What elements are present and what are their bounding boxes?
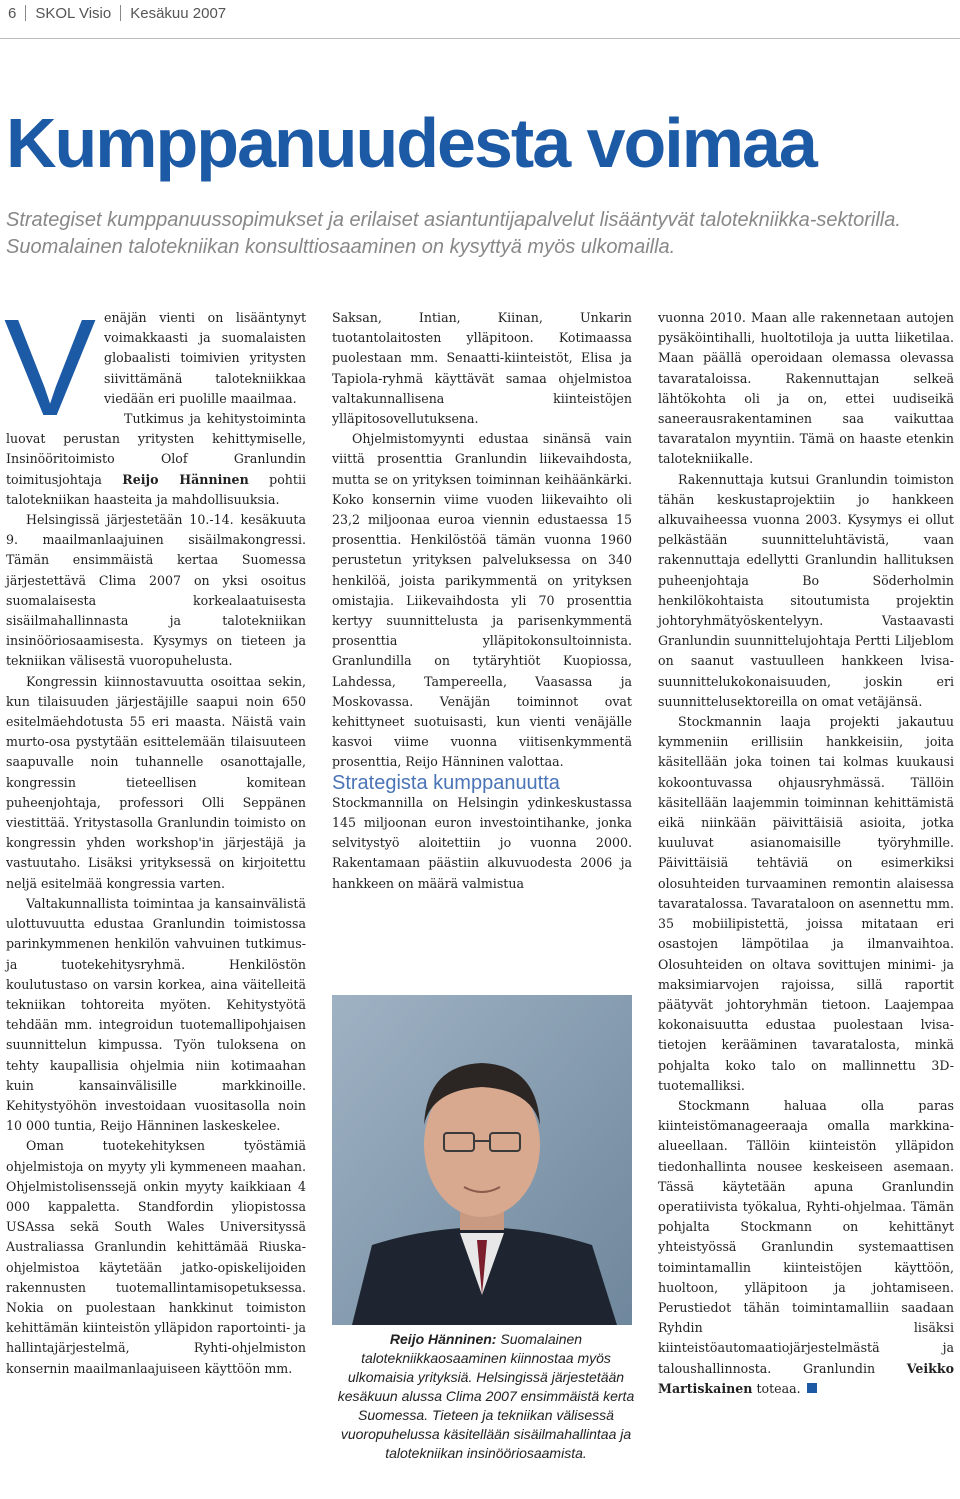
end-mark-icon <box>807 1383 817 1393</box>
portrait-illustration <box>332 995 632 1325</box>
paragraph: Kongressin kiinnostavuutta osoittaa sekin, kun tilaisuuden järjestäjille saapui noin 650 esitelmäehdotusta 55 eri maasta. Näistä vain murto-osa pystytään esittelemään tilaisuuteen saapuvalle noin tuhannelle osanottajalle, kongressin tieteellisen komitean puheenjohtaja, professori Olli Seppänen viestittää. Yritystasolla Granlundin toimisto on kongressin yhden workshop'in järjestäjä ja vastuutaho. Lisäksi yrityksessä on kirjoitettu neljä esitelmää kongressia varten. <box>6 673 306 891</box>
paragraph: Saksan, Intian, Kiinan, Unkarin tuotantolaitosten ylläpitoon. Kotimaassa puolestaan mm. Senaatti-kiinteistöt, Elisa ja Tapiola-ryhmä käyttävät samaa ohjelmistoa valtakunnallisena kiinteistöjen ylläpitosovellutuksena. <box>332 310 632 427</box>
paragraph: Rakennuttaja kutsui Granlundin toimiston tähän keskustaprojektiin jo hankkeen alkuvaiheessa vuonna 2003. Kysymys ei ollut pelkästään suunnitteluhtävistä, vaan rakennuttaja edellytti Granlundin hallituksen puheenjohtaja Bo Söderholmin henkilökohtaista sitoutumista projektin johtoryhmätyöskentelyyn. Vastaavasti Granlundin suunnittelujohtaja Pertti Liljeblom on saanut vastuulleen hankkeen lvisa-suunnittelukokonaisuuden, joskin eri suunnittelusektoreilla on omat vetäjänsä. <box>658 471 954 709</box>
article-lede: Strategiset kumppanuussopimukset ja erilaiset asiantuntijapalvelut lisääntyvät talotekniikka-sektorilla. Suomalainen talotekniikan konsulttiosaaminen on kysyttyä myös ulkomailla. <box>6 209 901 258</box>
drop-cap: V <box>4 291 97 445</box>
subheading: Strategista kumppanuutta <box>332 771 560 794</box>
paragraph: Valtakunnallista toimintaa ja kansainvälistä ulottuvuutta edustaa Granlundin toimistossa parinkymmenen henkilön vahvuinen tutkimus- ja tuotekehitysryhmä. Henkilöstön koulutustaso on varsin korkea, aina väitelleitä tekniikan tohtoreita myöten. Kehitystyötä tehdään mm. integroidun tuotemallipohjaisen suunnittelun kimpussa. Työn tuloksena on tehty kaupallisia ohjelmia niin kotimaahan kuin kansainvälisille markkinoille. Kehitystyöhön investoidaan vuositasolla noin 10 000 tuntia, Reijo Hänninen laskeskelee. <box>6 895 306 1134</box>
paragraph: Stockmannin laaja projekti jakautuu kymmeniin erillisiin hankkeisiin, joita käsitellään joka toinen tai kolmas kuukausi kokoontuvassa ohjausryhmässä. Tällöin käsitellään laajemmin toiminnan kehittämistä eikä niinkään päivittäisiä asioita, jotka kuuluvat asianomaisille työryhmille. Päivittäisiä tehtäviä on esimerkiksi olosuhteiden turvaaminen remontin alaisessa tavaratalossa. Tavarataloon on asennettu mm. 35 mobiilipistettä, joissa mitataan eri osastojen lämpötilaa ja ilmanvaihtoa. Olosuhteiden on oltava sovittujen minimi- ja maksimiarvojen rajoissa, sillä raportit päätyvät johtoryhmän tietoon. Laajempaa kokonaisuutta edustaa puolestaan lvisa-tietojen kerääminen tavaratalosta, minkä pohjalta koko talo on mallinnettu 3D-tuotemalliksi. <box>658 714 954 1093</box>
publication-name: SKOL Visio <box>35 4 112 22</box>
person-name: Reijo Hänninen <box>122 471 249 487</box>
header-divider <box>25 5 26 21</box>
paragraph <box>658 1096 954 1399</box>
person-name: Veikko Martiskainen <box>658 1360 954 1396</box>
paragraph: Helsingissä järjestetään 10.-14. kesäkuuta 9. maailmanlaajuinen sisäilmakongressi. Tämän ensimmäistä kertaa Suomessa järjestettävä Clima 2007 on yksi osoitus suomalaisesta korkealaatuisesta sisäilmahallinnasta ja talotekniikan insinööriosaamisesta. Kysymys on tieteen ja tekniikan välisestä vuoropuhelusta. <box>6 512 306 669</box>
column-1 <box>4 291 306 1379</box>
column-3 <box>658 308 954 1399</box>
caption-name: Reijo Hänninen: <box>389 1331 497 1347</box>
paragraph-text: enäjän vienti on lisääntynyt voimakkaasti ja suomalaisten globaalisti toimivien yritysten siivittämänä talotekniikkaa viedään eri puolille maailmaa. <box>104 310 306 406</box>
photo-caption <box>336 1330 636 1463</box>
portrait-photo <box>332 995 632 1325</box>
paragraph: Oman tuotekehityksen työstämiä ohjelmistoja on myyty yli kymmeneen maahan. Ohjelmistolisenssejä onkin myyty kaikkiaan 4 000 kappaletta. Standfordin yliopistossa USAssa sekä South Wales Universityssä Australiassa Granlundin kehittämää Riuska-ohjelmistoa käytetään jatko-opiskelijoiden rakennusten tuotemallintamisopetuksessa. Nokia on puolestaan hankkinut toimiston kehittämän kiinteistön ylläpidon raportointi- ja hallintajärjestelmä, Ryhti-ohjelmiston konsernin maailmanlaajuiseen käyttöön mm. <box>6 1138 306 1376</box>
paragraph-text: toteaa. <box>752 1380 801 1396</box>
paragraph: Ohjelmistomyynti edustaa sinänsä vain viittä prosenttia Granlundin liikevaihdosta, mutta se on yrityksen toiminnan keihäänkärki. Koko konsernin viime vuoden liikevaihto oli 23,2 miljoonaa euroa viennin edustaessa 15 prosenttia. Henkilöstöä tämän vuonna 1960 perustetun yrityksen palveluksessa on 340 henkilöä, joista parikymmentä on yrityksen omistajia. Liikevaihdosta yli 70 prosenttia kertyy suunnittelusta ja parisenkymmentä prosenttia ylläpitokonsultoinnista. Granlundilla on tytäryhtiöt Kuopiossa, Lahdessa, Tampereella, Vaasassa ja Moskovassa. Venäjän toiminnot ovat kehittyneet suotuisasti, kun vienti venäjälle kasvoi viime vuonna viitisenkymmentä prosenttia, Reijo Hänninen valottaa. <box>332 431 632 770</box>
paragraph-text: Tutkimus ja kehitystoiminta luovat perustan yritysten kehittymiselle, Insinööritoimisto Olof Granlundin toimitusjohtaja <box>6 411 306 487</box>
article-title: Kumppanuudesta voimaa <box>6 104 816 182</box>
issue-date: Kesäkuu 2007 <box>130 4 227 22</box>
header-rule <box>0 38 960 39</box>
page-header <box>8 4 226 22</box>
page-number: 6 <box>8 4 17 22</box>
paragraph: Stockmannilla on Helsingin ydinkeskustassa 145 miljoonan euron investointihanke, jonka selvitystyö aloitettiin jo vuonna 2000. Rakentamaan päästiin alkuvuodesta 2006 ja hankkeen on määrä valmistua <box>332 794 632 891</box>
header-divider <box>120 5 121 21</box>
paragraph-text: Stockmann haluaa olla paras kiinteistömanageeraaja omalla markkina-alueellaan. Tällöin kiinteistön ylläpidon tiedonhallinta nousee keskeiseen asemaan. Tässä käytetään apuna Granlundin operatiivista työkalua, Ryhti-ohjelmaa. Tämän pohjalta Stockmann on kehittänyt yhteistyössä Granlundin systemaattisen toimintamallin kiinteistöjen käyttöön, huoltoon, ylläpitoon ja johtamiseen. Perustiedot tähän toimintamalliin saadaan Ryhdin lisäksi kiinteistöautomaatiojärjestelmästä ja taloushallinnosta. Granlundin <box>658 1097 954 1376</box>
paragraph: vuonna 2010. Maan alle rakennetaan autojen pysäköintihalli, huoltotiloja ja uutta liiketilaa. Maan päällä operoidaan olemassa olevassa tavarataloissa. Rakennuttajan selkeä lähtökohta oli ja on, ettei uudiseikä saneerausrakentaminen saa vaikuttaa tavaratalon myyntiin. Tämä on haaste etenkin talotekniikalle. <box>658 310 954 467</box>
paragraph <box>4 291 306 445</box>
paragraph-text: pohtii talotekniikan haasteita ja mahdollisuuksia. <box>6 471 306 507</box>
column-2 <box>332 308 632 894</box>
caption-text: Suomalainen talotekniikkaosaaminen kiinnostaa myös ulkomaisia yrityksiä. Helsingissä järjestetään kesäkuun alussa Clima 2007 ensimmäistä kerta Suomessa. Tieteen ja tekniikan välisessä vuoropuhelussa käsitellään sisäilmahallintaa ja talotekniikan insinööriosaamista. <box>337 1331 635 1461</box>
